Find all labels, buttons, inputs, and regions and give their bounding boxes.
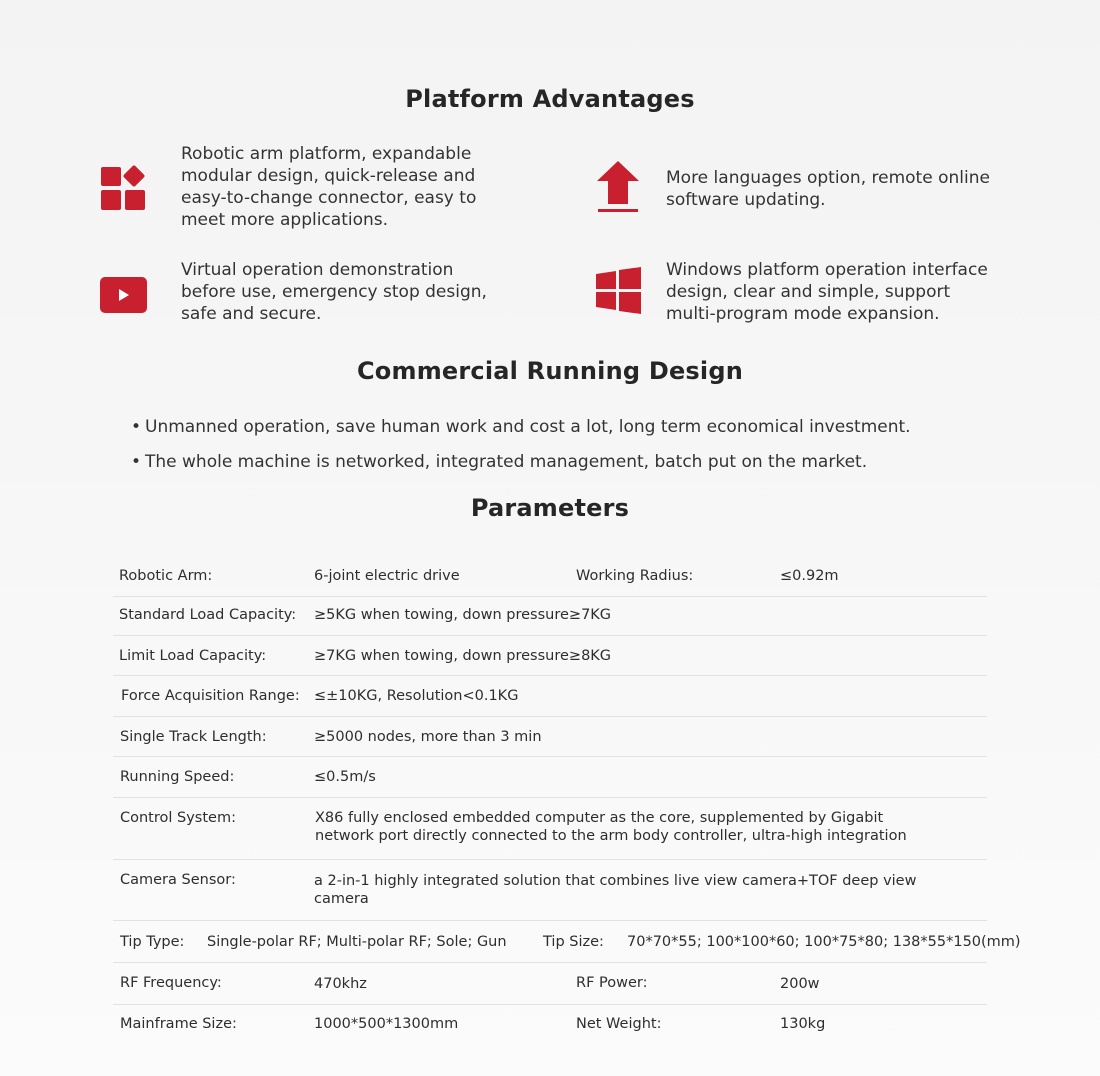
param-value: 70*70*55; 100*100*60; 100*75*80; 138*55*150(mm) xyxy=(627,934,1021,950)
param-label: RF Frequency: xyxy=(120,975,222,991)
table-row xyxy=(113,676,987,717)
param-label: Force Acquisition Range: xyxy=(121,688,300,704)
commercial-point-text: Unmanned operation, save human work and cost a lot, long term economical investment. xyxy=(145,417,911,437)
param-value: ≥5000 nodes, more than 3 min xyxy=(314,729,542,745)
table-row xyxy=(113,963,987,1005)
windows-logo-icon xyxy=(596,267,642,319)
param-label: RF Power: xyxy=(576,975,648,991)
grid-blocks-icon xyxy=(100,165,148,217)
param-value: ≤0.5m/s xyxy=(314,769,376,785)
advantage-line: multi-program mode expansion. xyxy=(666,304,940,324)
table-row xyxy=(113,557,987,597)
list-item xyxy=(131,445,1031,480)
param-label: Camera Sensor: xyxy=(120,872,236,888)
advantage-line: More languages option, remote online xyxy=(666,168,990,188)
param-label: Tip Size: xyxy=(543,934,604,950)
parameters-table xyxy=(113,557,1021,1045)
param-label: Limit Load Capacity: xyxy=(119,648,267,664)
param-value: ≥5KG when towing, down pressure≥7KG xyxy=(314,607,612,623)
param-label: Working Radius: xyxy=(576,568,694,584)
platform-advantages-title: Platform Advantages xyxy=(405,85,695,113)
param-value: 470khz xyxy=(314,976,367,992)
table-row xyxy=(113,860,987,921)
bullet-marker: • xyxy=(131,417,142,437)
advantage-line: software updating. xyxy=(666,190,826,210)
param-value: 200w xyxy=(780,976,820,992)
advantage-line: before use, emergency stop design, xyxy=(181,282,487,302)
advantage-line: safe and secure. xyxy=(181,304,322,324)
advantage-line: design, clear and simple, support xyxy=(666,282,951,302)
advantage-line: modular design, quick-release and xyxy=(181,166,476,186)
advantage-line: easy-to-change connector, easy to xyxy=(181,188,477,208)
param-value: 130kg xyxy=(780,1016,826,1032)
advantage-line: Windows platform operation interface xyxy=(666,260,988,280)
table-row xyxy=(113,921,1021,963)
param-label: Net Weight: xyxy=(576,1016,662,1032)
parameters-title: Parameters xyxy=(470,494,630,522)
param-label: Control System: xyxy=(120,810,236,826)
advantage-line: Robotic arm platform, expandable xyxy=(181,144,472,164)
table-row xyxy=(113,798,987,860)
param-value: ≤0.92m xyxy=(780,568,839,584)
param-value: camera xyxy=(314,891,369,907)
commercial-point-text: The whole machine is networked, integrated management, batch put on the market. xyxy=(145,452,868,472)
advantage-line: meet more applications. xyxy=(181,210,389,230)
table-row xyxy=(113,1005,987,1045)
param-value: X86 fully enclosed embedded computer as the core, supplemented by Gigabit xyxy=(315,810,884,826)
param-value: 6-joint electric drive xyxy=(314,568,460,584)
param-label: Single Track Length: xyxy=(120,729,267,745)
table-row xyxy=(113,757,987,798)
bullet-marker: • xyxy=(131,452,142,472)
advantage-line: Virtual operation demonstration xyxy=(181,260,454,280)
upload-arrow-icon xyxy=(596,160,640,218)
param-label: Tip Type: xyxy=(120,934,185,950)
param-value: Single-polar RF; Multi-polar RF; Sole; Gun xyxy=(207,934,507,950)
param-value: network port directly connected to the arm body controller, ultra-high integration xyxy=(315,828,907,844)
table-row xyxy=(113,597,987,636)
param-label: Standard Load Capacity: xyxy=(119,607,297,623)
param-value: a 2-in-1 highly integrated solution that combines live view camera+TOF deep view xyxy=(314,873,917,889)
param-value: ≤±10KG, Resolution<0.1KG xyxy=(314,688,519,704)
play-video-icon xyxy=(100,277,147,317)
param-label: Robotic Arm: xyxy=(119,568,213,584)
table-row xyxy=(113,717,987,757)
param-label: Running Speed: xyxy=(120,769,235,785)
commercial-points-list xyxy=(131,410,1031,480)
param-label: Mainframe Size: xyxy=(120,1016,237,1032)
table-row xyxy=(113,636,987,676)
param-value: 1000*500*1300mm xyxy=(314,1016,459,1032)
param-value: ≥7KG when towing, down pressure≥8KG xyxy=(314,648,612,664)
list-item xyxy=(131,410,1031,445)
commercial-running-title: Commercial Running Design xyxy=(356,357,744,385)
